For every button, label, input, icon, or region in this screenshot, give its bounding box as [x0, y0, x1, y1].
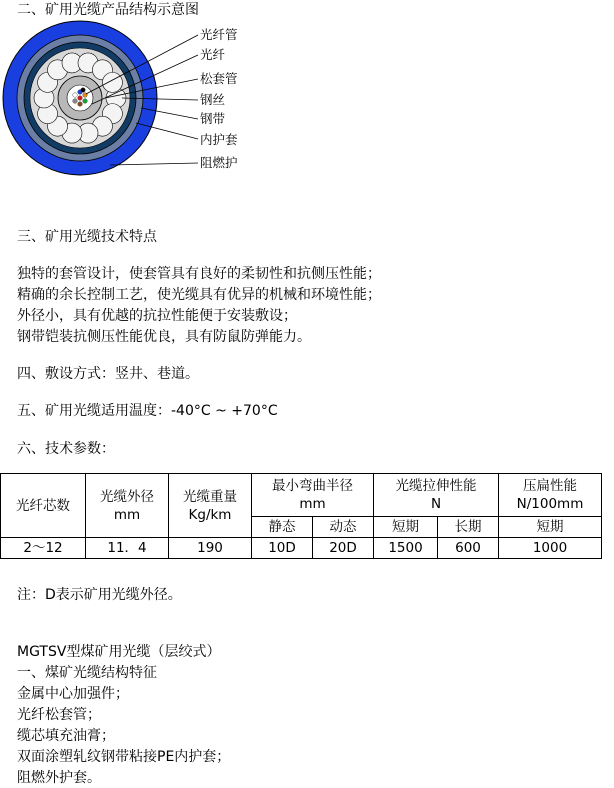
label-fiber-tube: 光纤管: [200, 27, 238, 42]
steel-wire: [102, 72, 122, 92]
feature-line: 钢带铠装抗侧压性能优良，具有防鼠防弹能力。: [17, 329, 311, 345]
section6-title: 六、技术参数：: [17, 441, 115, 457]
optical-fiber: [73, 99, 78, 104]
header-bend-label: 最小弯曲半径: [272, 478, 353, 494]
mgtsv-title: MGTSV型煤矿用光缆（层绞式）: [17, 644, 221, 660]
table-row: [1, 538, 602, 559]
header-crush-label: 压扁性能: [523, 478, 577, 494]
label-fiber: 光纤: [200, 47, 226, 62]
cable-structure-diagram: [0, 18, 260, 178]
header-weight-unit: Kg/km: [188, 506, 232, 523]
feature-line: 精确的余长控制工艺，使光缆具有优异的机械和环境性能；: [17, 287, 381, 303]
cell-tensile-long: 600: [438, 538, 499, 559]
subheader-short-term: 短期: [374, 517, 438, 538]
cell-crush: 1000: [499, 538, 602, 559]
label-inner-sheath: 内护套: [200, 132, 238, 147]
optical-fiber: [83, 99, 88, 104]
header-bend-unit: mm: [299, 496, 326, 512]
optical-fiber: [73, 93, 78, 98]
cell-fiber-count: 2～12: [1, 538, 86, 559]
cell-bend-static: 10D: [252, 538, 313, 559]
label-flame-retardant: 阻燃护: [200, 155, 238, 170]
mgtsv-feature-line: 金属中心加强件；: [17, 686, 129, 702]
note: 注：D表示矿用光缆外径。: [17, 587, 182, 603]
section2-title: 二、矿用光缆产品结构示意图: [17, 2, 199, 18]
subheader-crush-short: 短期: [499, 517, 602, 538]
header-diameter-unit: mm: [113, 506, 141, 523]
header-crush-unit: N/100mm: [516, 496, 584, 512]
label-loose-tube: 松套管: [200, 71, 238, 86]
cell-diameter: 11．4: [86, 538, 169, 559]
label-steel-tape: 钢带: [200, 111, 226, 126]
mgtsv-feature-line: 双面涂塑轧纹钢带粘接PE内护套；: [17, 749, 231, 765]
header-weight: [169, 474, 252, 538]
mgtsv-feature-line: 光纤松套管；: [17, 707, 101, 723]
subheader-long-term: 长期: [438, 517, 499, 538]
feature-line: 外径小，具有优越的抗拉性能便于安装敷设；: [17, 308, 297, 324]
header-fiber-count: 光纤芯数: [1, 474, 86, 538]
spec-table: [0, 473, 602, 559]
header-weight-label: 光缆重量: [183, 488, 237, 505]
cell-weight: 190: [169, 538, 252, 559]
section3-title: 三、矿用光缆技术特点: [17, 229, 157, 245]
header-diameter-label: 光缆外径: [100, 488, 154, 505]
cell-tensile-short: 1500: [374, 538, 438, 559]
header-tensile: [374, 474, 499, 517]
mgtsv-feature-line: 缆芯填充油膏；: [17, 728, 115, 744]
subheader-static: 静态: [252, 517, 313, 538]
mgtsv-section1-title: 一、煤矿光缆结构特征: [17, 665, 157, 681]
header-tensile-label: 光缆拉伸性能: [395, 478, 477, 494]
optical-fiber: [78, 102, 83, 107]
header-bend-radius: [252, 474, 374, 517]
header-diameter: [86, 474, 169, 538]
optical-fiber: [81, 88, 86, 93]
subheader-dynamic: 动态: [313, 517, 374, 538]
optical-fiber: [78, 96, 83, 101]
header-tensile-unit: N: [430, 496, 442, 512]
mgtsv-feature-line: 阻燃外护套。: [17, 770, 101, 786]
feature-line: 独特的套管设计，使套管具有良好的柔韧性和抗侧压性能；: [17, 266, 381, 282]
cell-bend-dynamic: 20D: [313, 538, 374, 559]
section5-temperature: 五、矿用光缆适用温度：-40°C ~ +70°C: [17, 403, 278, 419]
label-steel-wire: 钢丝: [200, 92, 226, 107]
section4-laying: 四、敷设方式：竖井、巷道。: [17, 366, 199, 382]
header-crush: [499, 474, 602, 517]
